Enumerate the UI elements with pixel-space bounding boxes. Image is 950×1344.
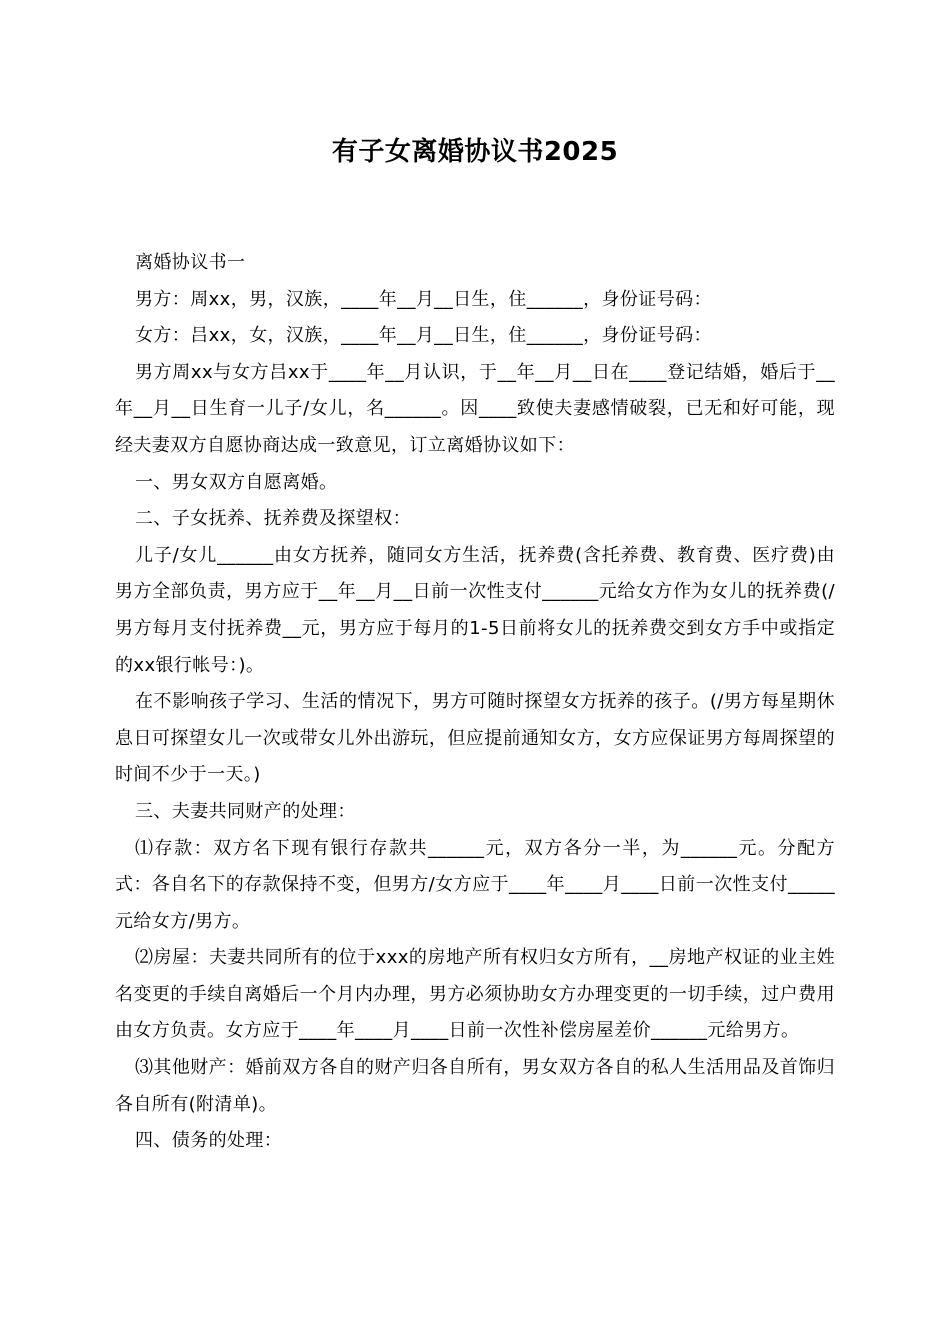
section-heading: 离婚协议书一 [135,252,246,273]
savings-paragraph: ⑴存款：双方名下现有银行存款共______元，双方各分一半，为______元。分配方式：各自名下的存款保持不变，但男方/女方应于____年____月____日前一次性支付_____元给女方/男方。 [115,837,835,932]
other-assets-paragraph: ⑶其他财产：婚前双方各自的财产归各自所有，男女双方各自的私人生活用品及首饰归各自所有(附清单)。 [115,1057,835,1115]
clause-4-heading: 四、债务的处理： [135,1130,283,1152]
clause-3-heading: 三、夫妻共同财产的处理： [135,800,356,822]
document-title: 有子女离婚协议书2025 [331,137,619,167]
property-paragraph: ⑵房屋：夫妻共同所有的位于xxx的房地产所有权归女方所有，__房地产权证的业主姓名变更的手续自离婚后一个月内办理，男方必须协助女方办理变更的一切手续，过户费用由女方负责。女方应于____年____月____日前一次性补偿房屋差价______元给男方。 [115,947,835,1042]
visitation-paragraph: 在不影响孩子学习、生活的情况下，男方可随时探望女方抚养的孩子。(/男方每星期休息日可探望女儿一次或带女儿外出游玩，但应提前通知女方，女方应保证男方每周探望的时间不少于一天。) [115,691,835,786]
marriage-background-paragraph: 男方周xx与女方吕xx于____年__月认识，于__年__月__日在____登记结婚，婚后于__年__月__日生育一儿子/女儿，名______。因____致使夫妻感情破裂，已无和好可能，现经夫妻双方自愿协商达成一致意见，订立离婚协议如下： [115,361,835,456]
document-body [115,245,835,1160]
party-female-info: 女方：吕xx，女，汉族，____年__月__日生，住______，身份证号码： [135,325,712,347]
party-male-info: 男方：周xx，男，汉族，____年__月__日生，住______，身份证号码： [135,288,712,310]
clause-1-heading: 一、男女双方自愿离婚。 [135,471,338,493]
child-support-paragraph: 儿子/女儿______由女方抚养，随同女方生活，抚养费(含托养费、教育费、医疗费)由男方全部负责，男方应于__年__月__日前一次性支付______元给女方作为女儿的抚养费(/男方每月支付抚养费__元，男方应于每月的1-5日前将女儿的抚养费交到女方手中或指定的xx银行帐号：)。 [115,544,835,676]
clause-2-heading: 二、子女抚养、抚养费及探望权： [135,508,411,530]
